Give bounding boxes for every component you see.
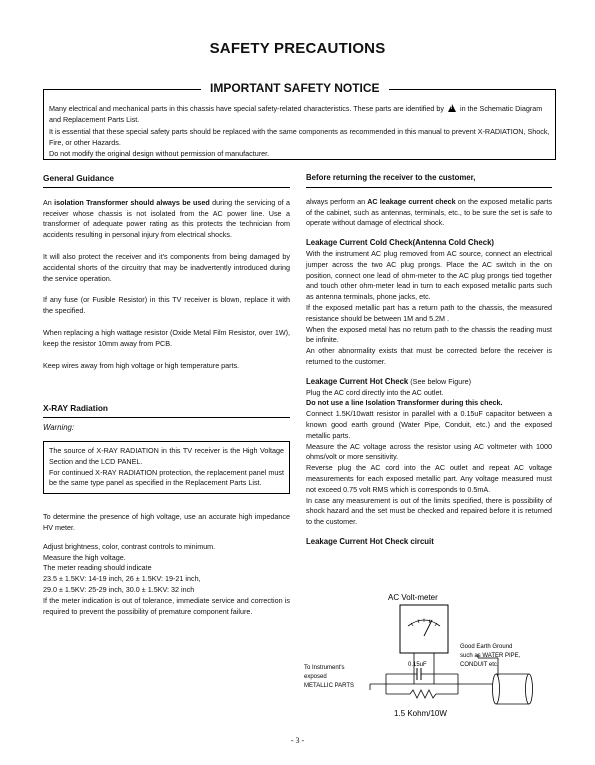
resistor-icon: [410, 690, 436, 698]
cold-p2: If the exposed metallic part has a return path to the chassis, the measured resistance should be between 1M and 5.2M .: [306, 302, 552, 323]
xray-p6: 29.0 ± 1.5KV: 25-29 inch, 30.0 ± 1.5KV: 32 inch: [43, 584, 195, 594]
hot-check-heading: Leakage Current Hot Check: [306, 376, 409, 386]
general-p4: When replacing a high wattage resistor (Oxide Metal Film Resistor, over 1W), keep the resistor 10mm away from PCB.: [43, 327, 290, 348]
notice-p2: It is essential that these special safety parts should be replaced with the same components as recommended in this manual to prevent X-RADIATION, Shock, Fire, or other Hazards.: [49, 126, 550, 147]
xray-warning: Warning:: [43, 423, 75, 433]
general-p1: [43, 198, 290, 241]
returning-p1: [306, 197, 552, 229]
resistor-label: 1.5 Kohm/10W: [394, 709, 447, 718]
ground-label-3: CONDUIT etc.: [460, 662, 499, 668]
instrument-label-3: METALLIC PARTS: [304, 683, 355, 689]
cold-check-heading: Leakage Current Cold Check(Antenna Cold Check): [306, 238, 495, 248]
cold-p3: When the exposed metal has no return path to the chassis the reading must be infinite.: [306, 324, 552, 345]
xray-heading: X-RAY Radiation: [43, 403, 109, 414]
notice-text: [49, 103, 551, 159]
notice-p1b: in the Schematic Diagram and Replacement Parts List.: [49, 104, 543, 125]
hot-check-circuit-diagram: [302, 586, 552, 720]
xray-p4: The meter reading should indicate: [43, 563, 152, 573]
hot-p6: In case any measurement is out of the limits specified, there is possibility of shock hazard and the set must be checked and repaired before it is returned to the customer.: [306, 495, 552, 527]
returning-p1b: AC leakage current check: [367, 196, 456, 206]
right-column: [306, 173, 552, 548]
ground-label-1: Good Earth Ground: [460, 644, 513, 650]
returning-heading: Before returning the receiver to the customer,: [306, 173, 476, 182]
general-p1b: isolation Transformer should always be used: [54, 197, 210, 207]
instrument-label-2: exposed: [304, 674, 327, 680]
general-rule: [43, 187, 290, 188]
general-p1c: during the servicing of a receiver whose chassis is not isolated from the AC power line. Use a transformer of adequate power rating as this protects the technician from accidents resulting in personal injury from electrical shocks.: [43, 197, 290, 240]
circuit-heading: Leakage Current Hot Check circuit: [306, 536, 434, 546]
hot-p2: Do not use a line Isolation Transformer during this check.: [306, 398, 503, 408]
warning-triangle-icon: [448, 104, 456, 112]
returning-rule: [306, 187, 552, 188]
capacitor-label: 0.15uF: [408, 662, 427, 668]
xray-box-p2: For continued X-RAY RADIATION protection, the replacement panel must be the same type panel as specified in the Replacement Parts List.: [49, 467, 284, 488]
xray-p2: Adjust brightness, color, contrast controls to minimum.: [43, 541, 216, 551]
general-p1a: An: [43, 197, 55, 207]
hot-p5: Reverse plug the AC cord into the AC outlet and repeat AC voltage measurements for each exposed metallic part. Any voltage measured must not exceed 0.75 volt RMS which is corresponds to 0.5mA.: [306, 463, 552, 494]
xray-p3: Measure the high voltage.: [43, 552, 126, 562]
returning-p1c: on the exposed metallic parts of the cabinet, such as antennas, terminals, etc., to be sure the set is safe to operate without damage of electrical shock.: [306, 196, 552, 228]
xray-p1: To determine the presence of high voltage, use an accurate high impedance HV meter.: [43, 512, 290, 532]
notice-heading: IMPORTANT SAFETY NOTICE: [201, 81, 389, 95]
xray-p5: 23.5 ± 1.5KV: 14-19 inch, 26 ± 1.5KV: 19-21 inch,: [43, 574, 201, 584]
hot-p1: Plug the AC cord directly into the AC outlet.: [306, 387, 444, 397]
general-p5: Keep wires away from high voltage or high temperature parts.: [43, 360, 240, 370]
xray-p7: If the meter indication is out of tolerance, immediate service and correction is required to prevent the possibility of premature component failure.: [43, 595, 290, 616]
notice-p1a: Many electrical and mechanical parts in this chassis have special safety-related characteristics. These parts are identified by: [49, 104, 444, 113]
general-p2: It will also protect the receiver and it's components from being damaged by accidental shorts of the circuitry that may be inadvertently introduced during the service operation.: [43, 251, 290, 283]
hot-check-note: (See below Figure): [408, 376, 471, 386]
instrument-label-1: To Instrument's: [304, 665, 345, 671]
hot-p3: Connect 1.5K/10watt resistor in parallel with a 0.15uF capacitor between a known good earth ground (Water Pipe, Conduit, etc.) and the exposed metallic parts.: [306, 409, 552, 440]
general-p3: If any fuse (or Fusible Resistor) in this TV receiver is blown, replace it with the specified.: [43, 295, 290, 316]
ac-voltmeter-icon: [400, 605, 448, 653]
water-pipe-icon: [493, 674, 500, 704]
cold-p1: With the instrument AC plug removed from AC source, connect an electrical jumper across the two AC plug prongs. Place the AC switch in the on position, connect one lead of ohm-meter to the AC plug prongs tied together and touch other ohm-meter lead in turn to each exposed metallic parts such as antenna terminals, phone jacks, etc.: [306, 248, 552, 302]
page-number: - 3 -: [290, 736, 305, 745]
left-column: [43, 173, 290, 617]
cold-p4: An other abnormality exists that must be corrected before the receiver is returned to the customer.: [306, 346, 552, 366]
notice-p3: Do not modify the original design without permission of manufacturer.: [49, 149, 270, 159]
hot-p4: Measure the AC voltage across the resistor using AC voltmeter with 1000 ohms/volt or more sensitivity.: [306, 441, 552, 462]
xray-box-p1: The source of X-RAY RADIATION in this TV receiver is the High Voltage Section and the LCD PANEL.: [49, 445, 284, 466]
hot-check-heading-line: [306, 377, 552, 388]
page-title: SAFETY PRECAUTIONS: [209, 40, 386, 57]
xray-warning-box: [43, 441, 290, 494]
xray-rule: [43, 417, 290, 418]
meter-label: AC Volt-meter: [388, 593, 438, 602]
general-heading: General Guidance: [43, 173, 115, 183]
ground-label-2: such as WATER PIPE,: [460, 653, 521, 659]
returning-p1a: always perform an: [306, 196, 368, 206]
